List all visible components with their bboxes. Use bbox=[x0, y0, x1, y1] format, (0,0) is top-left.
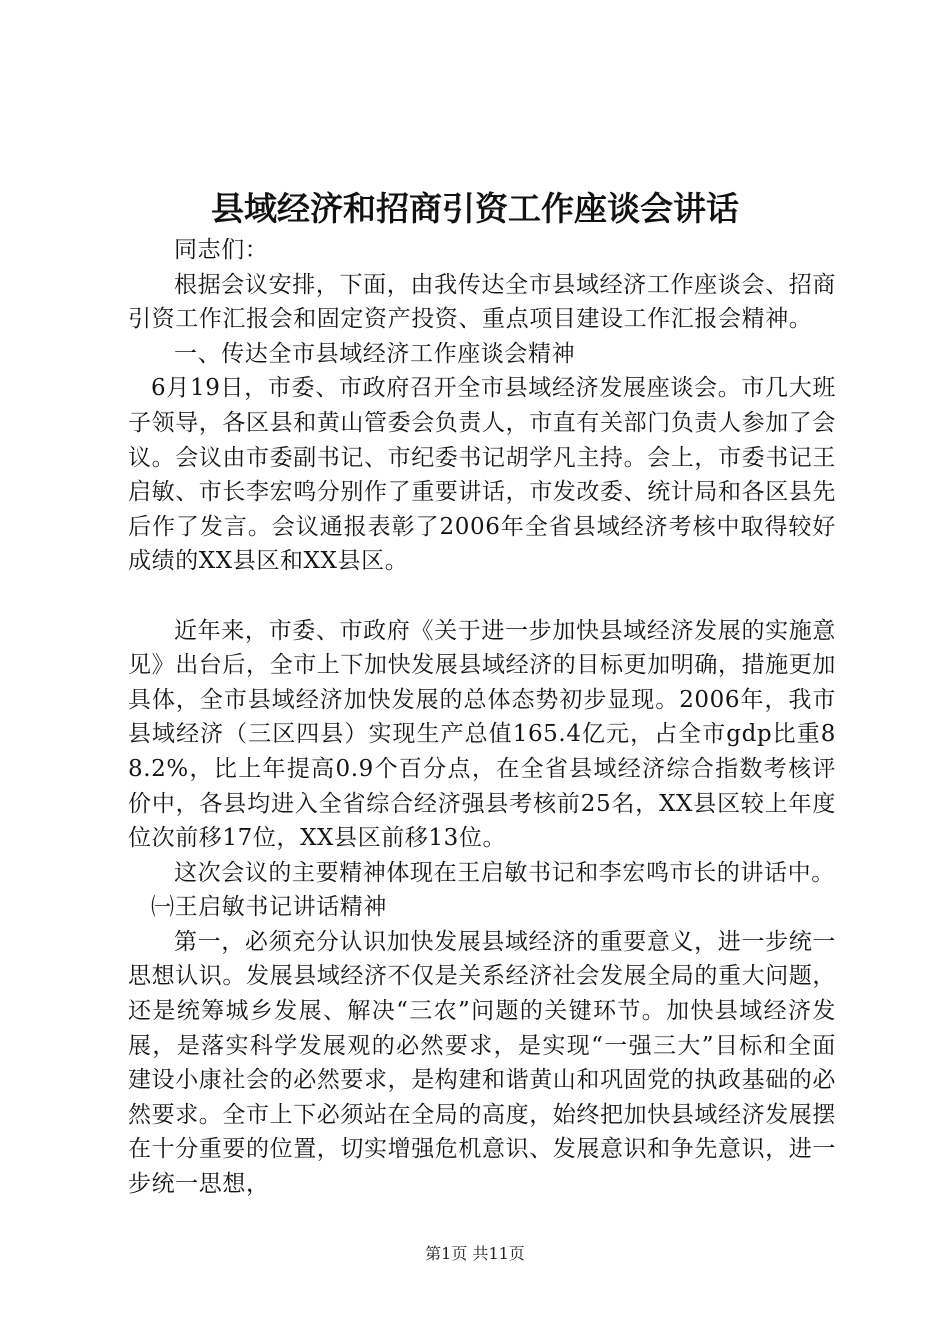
page-number-footer: 第1页 共11页 bbox=[425, 1244, 525, 1263]
meeting-paragraph: 6月19日，市委、市政府召开全市县域经济发展座谈会。市几大班子领导，各区县和黄山管委会负责人，市直有关部门负责人参加了会议。会议由市委副书记、市纪委书记胡学凡主持。会上，市委书记王启敏、市长李宏鸣分别作了重要讲话，市发改委、统计局和各区县先后作了发言。会议通报表彰了2006年全省县域经济考核中取得较好成绩的XX县区和XX县区。 bbox=[128, 375, 836, 575]
document-title: 县域经济和招商引资工作座谈会讲话 bbox=[211, 189, 739, 228]
progress-paragraph: 近年来，市委、市政府《关于进一步加快县域经济发展的实施意见》出台后，全市上下加快发展县域经济的目标更加明确，措施更加具体，全市县域经济加快发展的总体态势初步显现。2006年，我市县域经济（三区四县）实现生产总值165.4亿元，占全市gdp比重88.2%，比上年提高0.9个百分点，在全省县域经济综合指数考核评价中，各县均进入全省综合经济强县考核前25名，XX县区较上年度位次前移17位，XX县区前移13位。 bbox=[128, 617, 836, 852]
section-heading: 一、传达全市县域经济工作座谈会精神 bbox=[174, 340, 576, 367]
document-body bbox=[128, 233, 836, 1202]
salutation-paragraph: 同志们： bbox=[174, 237, 269, 263]
intro-paragraph: 根据会议安排，下面，由我传达全市县域经济工作座谈会、招商引资工作汇报会和固定资产投资、重点项目建设工作汇报会精神。 bbox=[128, 271, 836, 333]
subsection-heading: ㈠王启敏书记讲话精神 bbox=[151, 894, 387, 921]
first-point-paragraph: 第一，必须充分认识加快发展县域经济的重要意义，进一步统一思想认识。发展县域经济不仅是关系经济社会发展全局的重大问题，还是统筹城乡发展、解决“三农”问题的关键环节。加快县域经济发展，是落实科学发展观的必然要求，是实现“一强三大”目标和全面建设小康社会的必然要求，是构建和谐黄山和巩固党的执政基础的必然要求。全市上下必须站在全局的高度，始终把加快县域经济发展摆在十分重要的位置，切实增强危机意识、发展意识和争先意识，进一步统一思想， bbox=[128, 928, 836, 1198]
summary-paragraph: 这次会议的主要精神体现在王启敏书记和李宏鸣市长的讲话中。 bbox=[174, 859, 835, 886]
